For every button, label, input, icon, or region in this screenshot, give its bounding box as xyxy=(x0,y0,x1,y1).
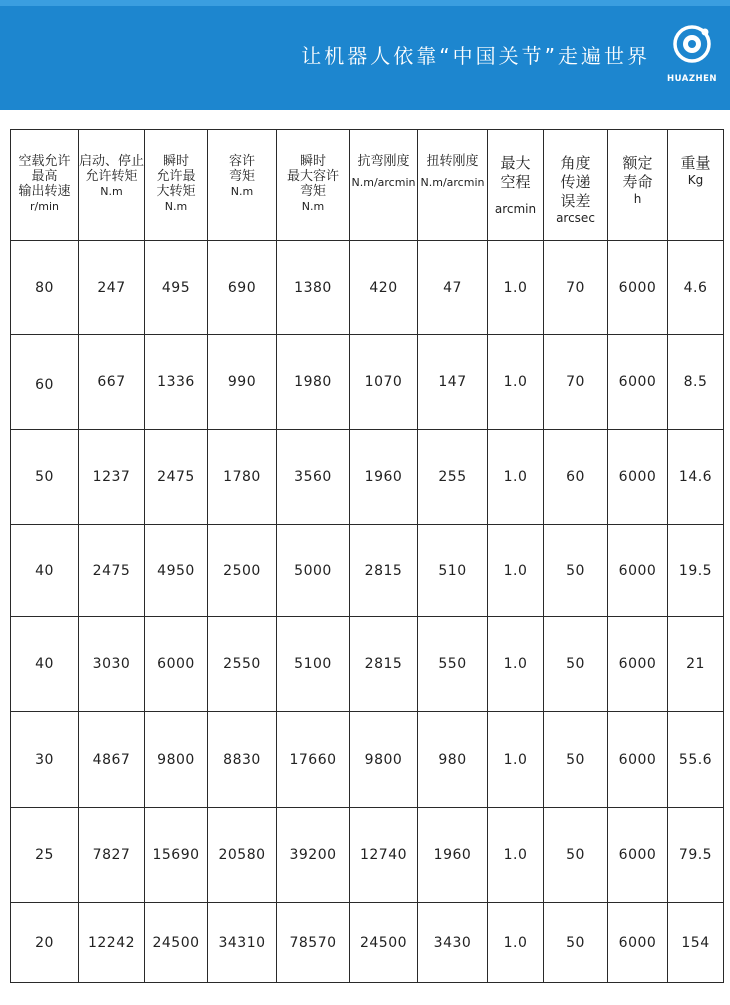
table-cell: 667 xyxy=(79,335,145,430)
table-cell: 3430 xyxy=(418,903,488,983)
table-cell: 39200 xyxy=(277,808,350,903)
col-header-speed: 空载允许 最高 输出转速 r/min xyxy=(11,130,79,241)
table-cell: 34310 xyxy=(208,903,277,983)
banner-top-strip xyxy=(0,0,730,6)
col-header-rated-life: 额定 寿命 h xyxy=(608,130,668,241)
table-cell: 1.0 xyxy=(488,525,544,617)
table-cell: 247 xyxy=(79,241,145,335)
table-cell: 2550 xyxy=(208,617,277,712)
col-header-torsional-stiffness: 扭转刚度 N.m/arcmin xyxy=(418,130,488,241)
table-cell: 1.0 xyxy=(488,430,544,525)
table-cell: 6000 xyxy=(608,241,668,335)
table-cell: 70 xyxy=(544,335,608,430)
header-row xyxy=(11,130,724,241)
table-cell: 14.6 xyxy=(668,430,724,525)
table-cell: 50 xyxy=(544,808,608,903)
table-cell: 1.0 xyxy=(488,617,544,712)
table-row xyxy=(11,712,724,808)
table-cell: 6000 xyxy=(608,335,668,430)
table-cell: 50 xyxy=(11,430,79,525)
spec-table xyxy=(10,129,724,983)
col-header-allowable-moment: 容许 弯矩 N.m xyxy=(208,130,277,241)
table-cell: 17660 xyxy=(277,712,350,808)
table-cell: 1960 xyxy=(350,430,418,525)
table-cell: 60 xyxy=(11,335,79,430)
table-cell: 420 xyxy=(350,241,418,335)
table-cell: 47 xyxy=(418,241,488,335)
table-cell: 3030 xyxy=(79,617,145,712)
table-cell: 255 xyxy=(418,430,488,525)
table-cell: 2475 xyxy=(145,430,208,525)
table-cell: 12242 xyxy=(79,903,145,983)
table-cell: 80 xyxy=(11,241,79,335)
table-row xyxy=(11,335,724,430)
table-cell: 30 xyxy=(11,712,79,808)
table-cell: 40 xyxy=(11,617,79,712)
table-cell: 550 xyxy=(418,617,488,712)
table-cell: 2815 xyxy=(350,617,418,712)
table-cell: 2500 xyxy=(208,525,277,617)
table-row xyxy=(11,903,724,983)
col-header-lost-motion: 最大 空程 arcmin xyxy=(488,130,544,241)
company-logo xyxy=(664,24,720,92)
table-cell: 5100 xyxy=(277,617,350,712)
table-cell: 50 xyxy=(544,903,608,983)
table-cell: 1380 xyxy=(277,241,350,335)
table-cell: 19.5 xyxy=(668,525,724,617)
table-row xyxy=(11,525,724,617)
table-cell: 6000 xyxy=(608,617,668,712)
table-cell: 4867 xyxy=(79,712,145,808)
col-header-weight: 重量 Kg xyxy=(668,130,724,241)
table-cell: 24500 xyxy=(350,903,418,983)
table-cell: 55.6 xyxy=(668,712,724,808)
table-cell: 7827 xyxy=(79,808,145,903)
table-cell: 1336 xyxy=(145,335,208,430)
table-cell: 147 xyxy=(418,335,488,430)
table-cell: 21 xyxy=(668,617,724,712)
table-cell: 12740 xyxy=(350,808,418,903)
table-cell: 4950 xyxy=(145,525,208,617)
table-cell: 40 xyxy=(11,525,79,617)
col-header-peak-torque: 瞬时 允许最 大转矩 N.m xyxy=(145,130,208,241)
table-cell: 20580 xyxy=(208,808,277,903)
table-cell: 1.0 xyxy=(488,712,544,808)
table-cell: 6000 xyxy=(608,525,668,617)
table-cell: 495 xyxy=(145,241,208,335)
table-cell: 70 xyxy=(544,241,608,335)
table-cell: 6000 xyxy=(608,712,668,808)
table-cell: 1980 xyxy=(277,335,350,430)
table-cell: 1780 xyxy=(208,430,277,525)
table-row xyxy=(11,808,724,903)
header-banner xyxy=(0,0,730,110)
table-cell: 5000 xyxy=(277,525,350,617)
table-cell: 6000 xyxy=(145,617,208,712)
table-cell: 1960 xyxy=(418,808,488,903)
logo-text: HUAZHEN xyxy=(666,74,718,84)
table-cell: 15690 xyxy=(145,808,208,903)
col-header-transmission-error: 角度 传递 误差 arcsec xyxy=(544,130,608,241)
table-cell: 79.5 xyxy=(668,808,724,903)
table-cell: 980 xyxy=(418,712,488,808)
table-cell: 990 xyxy=(208,335,277,430)
table-cell: 8830 xyxy=(208,712,277,808)
table-cell: 50 xyxy=(544,525,608,617)
table-cell: 4.6 xyxy=(668,241,724,335)
table-cell: 1.0 xyxy=(488,808,544,903)
table-cell: 2475 xyxy=(79,525,145,617)
table-cell: 3560 xyxy=(277,430,350,525)
table-cell: 8.5 xyxy=(668,335,724,430)
table-cell: 50 xyxy=(544,712,608,808)
col-header-start-stop-torque: 启动、停止 允许转矩 N.m xyxy=(79,130,145,241)
table-row xyxy=(11,617,724,712)
table-row xyxy=(11,241,724,335)
table-cell: 9800 xyxy=(350,712,418,808)
table-cell: 1070 xyxy=(350,335,418,430)
table-cell: 6000 xyxy=(608,430,668,525)
col-header-moment-stiffness: 抗弯刚度 N.m/arcmin xyxy=(350,130,418,241)
table-cell: 60 xyxy=(544,430,608,525)
table-row xyxy=(11,430,724,525)
table-cell: 1.0 xyxy=(488,241,544,335)
table-cell: 510 xyxy=(418,525,488,617)
table-cell: 2815 xyxy=(350,525,418,617)
table-cell: 6000 xyxy=(608,808,668,903)
table-cell: 6000 xyxy=(608,903,668,983)
slogan-text: 让机器人依靠“中国关节”走遍世界 xyxy=(301,44,650,68)
table-cell: 50 xyxy=(544,617,608,712)
table-cell: 9800 xyxy=(145,712,208,808)
table-cell: 20 xyxy=(11,903,79,983)
table-cell: 25 xyxy=(11,808,79,903)
col-header-peak-moment: 瞬时 最大容许 弯矩 N.m xyxy=(277,130,350,241)
table-cell: 1.0 xyxy=(488,335,544,430)
table-cell: 154 xyxy=(668,903,724,983)
table-cell: 1237 xyxy=(79,430,145,525)
table-cell: 1.0 xyxy=(488,903,544,983)
logo-icon xyxy=(672,24,712,64)
table-body xyxy=(11,241,724,983)
table-cell: 24500 xyxy=(145,903,208,983)
table-cell: 78570 xyxy=(277,903,350,983)
table-cell: 690 xyxy=(208,241,277,335)
